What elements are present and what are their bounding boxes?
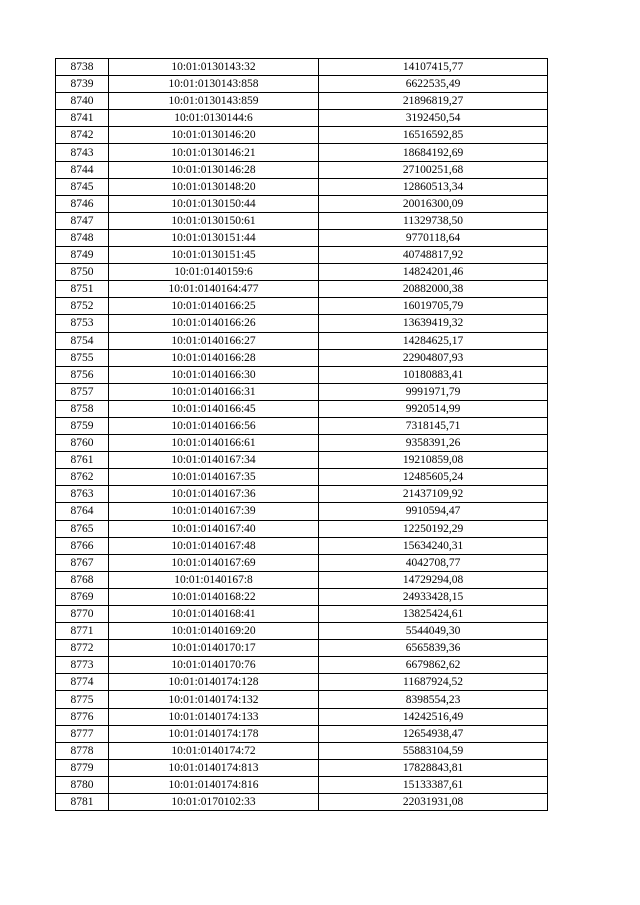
table-row <box>56 469 548 486</box>
table-row <box>56 59 548 76</box>
value-cell: 12860513,34 <box>319 178 548 195</box>
cadastral-number-cell: 10:01:0130151:44 <box>109 229 319 246</box>
row-number-cell: 8757 <box>56 383 109 400</box>
cadastral-number-cell: 10:01:0140167:48 <box>109 537 319 554</box>
table-row <box>56 93 548 110</box>
cadastral-number-cell: 10:01:0140166:27 <box>109 332 319 349</box>
value-cell: 18684192,69 <box>319 144 548 161</box>
row-number-cell: 8743 <box>56 144 109 161</box>
row-number-cell: 8754 <box>56 332 109 349</box>
cadastral-number-cell: 10:01:0140174:128 <box>109 674 319 691</box>
value-cell: 17828843,81 <box>319 759 548 776</box>
cadastral-number-cell: 10:01:0140167:35 <box>109 469 319 486</box>
value-cell: 15133387,61 <box>319 776 548 793</box>
value-cell: 6565839,36 <box>319 640 548 657</box>
value-cell: 9770118,64 <box>319 229 548 246</box>
table-row <box>56 691 548 708</box>
table-row <box>56 332 548 349</box>
value-cell: 15634240,31 <box>319 537 548 554</box>
table-row <box>56 708 548 725</box>
row-number-cell: 8759 <box>56 417 109 434</box>
table-row <box>56 623 548 640</box>
cadastral-number-cell: 10:01:0140167:69 <box>109 554 319 571</box>
value-cell: 14824201,46 <box>319 264 548 281</box>
table-row <box>56 606 548 623</box>
table-row <box>56 161 548 178</box>
table-row <box>56 742 548 759</box>
row-number-cell: 8738 <box>56 59 109 76</box>
document-page <box>55 58 547 811</box>
value-cell: 19210859,08 <box>319 452 548 469</box>
value-cell: 4042708,77 <box>319 554 548 571</box>
cadastral-number-cell: 10:01:0140159:6 <box>109 264 319 281</box>
value-cell: 22031931,08 <box>319 794 548 811</box>
row-number-cell: 8770 <box>56 606 109 623</box>
row-number-cell: 8745 <box>56 178 109 195</box>
table-row <box>56 178 548 195</box>
row-number-cell: 8775 <box>56 691 109 708</box>
value-cell: 3192450,54 <box>319 110 548 127</box>
cadastral-number-cell: 10:01:0130143:859 <box>109 93 319 110</box>
value-cell: 24933428,15 <box>319 588 548 605</box>
row-number-cell: 8746 <box>56 195 109 212</box>
value-cell: 13825424,61 <box>319 606 548 623</box>
table-row <box>56 110 548 127</box>
table-row <box>56 229 548 246</box>
table-row <box>56 383 548 400</box>
cadastral-number-cell: 10:01:0140166:30 <box>109 366 319 383</box>
row-number-cell: 8753 <box>56 315 109 332</box>
row-number-cell: 8778 <box>56 742 109 759</box>
row-number-cell: 8752 <box>56 298 109 315</box>
cadastral-number-cell: 10:01:0140174:816 <box>109 776 319 793</box>
row-number-cell: 8767 <box>56 554 109 571</box>
cadastral-number-cell: 10:01:0140166:26 <box>109 315 319 332</box>
row-number-cell: 8764 <box>56 503 109 520</box>
cadastral-number-cell: 10:01:0130146:28 <box>109 161 319 178</box>
value-cell: 12654938,47 <box>319 725 548 742</box>
table-row <box>56 588 548 605</box>
cadastral-number-cell: 10:01:0130146:21 <box>109 144 319 161</box>
row-number-cell: 8741 <box>56 110 109 127</box>
value-cell: 6679862,62 <box>319 657 548 674</box>
row-number-cell: 8777 <box>56 725 109 742</box>
cadastral-number-cell: 10:01:0130150:44 <box>109 195 319 212</box>
row-number-cell: 8772 <box>56 640 109 657</box>
value-cell: 20016300,09 <box>319 195 548 212</box>
table-row <box>56 640 548 657</box>
cadastral-number-cell: 10:01:0140168:22 <box>109 588 319 605</box>
value-cell: 9920514,99 <box>319 400 548 417</box>
table-row <box>56 195 548 212</box>
cadastral-number-cell: 10:01:0130148:20 <box>109 178 319 195</box>
value-cell: 9358391,26 <box>319 435 548 452</box>
value-cell: 13639419,32 <box>319 315 548 332</box>
row-number-cell: 8748 <box>56 229 109 246</box>
row-number-cell: 8744 <box>56 161 109 178</box>
value-cell: 9991971,79 <box>319 383 548 400</box>
cadastral-number-cell: 10:01:0140174:178 <box>109 725 319 742</box>
row-number-cell: 8755 <box>56 349 109 366</box>
row-number-cell: 8768 <box>56 571 109 588</box>
cadastral-number-cell: 10:01:0140166:56 <box>109 417 319 434</box>
table-row <box>56 212 548 229</box>
cadastral-number-cell: 10:01:0130151:45 <box>109 247 319 264</box>
row-number-cell: 8763 <box>56 486 109 503</box>
value-cell: 14729294,08 <box>319 571 548 588</box>
row-number-cell: 8779 <box>56 759 109 776</box>
table-row <box>56 127 548 144</box>
table-row <box>56 417 548 434</box>
row-number-cell: 8747 <box>56 212 109 229</box>
cadastral-number-cell: 10:01:0140174:133 <box>109 708 319 725</box>
cadastral-number-cell: 10:01:0140166:31 <box>109 383 319 400</box>
cadastral-number-cell: 10:01:0130150:61 <box>109 212 319 229</box>
row-number-cell: 8739 <box>56 76 109 93</box>
row-number-cell: 8749 <box>56 247 109 264</box>
table-row <box>56 247 548 264</box>
table-row <box>56 486 548 503</box>
cadastral-number-cell: 10:01:0140169:20 <box>109 623 319 640</box>
row-number-cell: 8740 <box>56 93 109 110</box>
cadastral-number-cell: 10:01:0140166:61 <box>109 435 319 452</box>
cadastral-number-cell: 10:01:0140166:28 <box>109 349 319 366</box>
value-cell: 9910594,47 <box>319 503 548 520</box>
row-number-cell: 8773 <box>56 657 109 674</box>
row-number-cell: 8758 <box>56 400 109 417</box>
table-row <box>56 144 548 161</box>
table-row <box>56 298 548 315</box>
row-number-cell: 8760 <box>56 435 109 452</box>
value-cell: 14107415,77 <box>319 59 548 76</box>
row-number-cell: 8781 <box>56 794 109 811</box>
table-row <box>56 571 548 588</box>
value-cell: 22904807,93 <box>319 349 548 366</box>
value-cell: 40748817,92 <box>319 247 548 264</box>
table-row <box>56 554 548 571</box>
row-number-cell: 8774 <box>56 674 109 691</box>
table-row <box>56 520 548 537</box>
cadastral-number-cell: 10:01:0140170:17 <box>109 640 319 657</box>
row-number-cell: 8751 <box>56 281 109 298</box>
table-row <box>56 366 548 383</box>
cadastral-number-cell: 10:01:0130143:858 <box>109 76 319 93</box>
table-body <box>56 59 548 811</box>
value-cell: 16516592,85 <box>319 127 548 144</box>
table-row <box>56 503 548 520</box>
value-cell: 7318145,71 <box>319 417 548 434</box>
value-cell: 6622535,49 <box>319 76 548 93</box>
value-cell: 12485605,24 <box>319 469 548 486</box>
row-number-cell: 8742 <box>56 127 109 144</box>
table-row <box>56 349 548 366</box>
cadastral-number-cell: 10:01:0140167:36 <box>109 486 319 503</box>
table-row <box>56 76 548 93</box>
cadastral-number-cell: 10:01:0140167:40 <box>109 520 319 537</box>
row-number-cell: 8762 <box>56 469 109 486</box>
cadastral-number-cell: 10:01:0130146:20 <box>109 127 319 144</box>
table-row <box>56 435 548 452</box>
table-row <box>56 759 548 776</box>
row-number-cell: 8769 <box>56 588 109 605</box>
row-number-cell: 8780 <box>56 776 109 793</box>
row-number-cell: 8750 <box>56 264 109 281</box>
row-number-cell: 8761 <box>56 452 109 469</box>
row-number-cell: 8771 <box>56 623 109 640</box>
cadastral-number-cell: 10:01:0140167:39 <box>109 503 319 520</box>
cadastral-number-cell: 10:01:0140167:8 <box>109 571 319 588</box>
value-cell: 21896819,27 <box>319 93 548 110</box>
cadastral-number-cell: 10:01:0140167:34 <box>109 452 319 469</box>
table-row <box>56 657 548 674</box>
row-number-cell: 8776 <box>56 708 109 725</box>
cadastral-number-cell: 10:01:0140174:72 <box>109 742 319 759</box>
cadastral-number-cell: 10:01:0140174:813 <box>109 759 319 776</box>
table-row <box>56 452 548 469</box>
value-cell: 10180883,41 <box>319 366 548 383</box>
value-cell: 8398554,23 <box>319 691 548 708</box>
table-row <box>56 537 548 554</box>
cadastral-number-cell: 10:01:0130143:32 <box>109 59 319 76</box>
table-row <box>56 674 548 691</box>
row-number-cell: 8756 <box>56 366 109 383</box>
value-cell: 20882000,38 <box>319 281 548 298</box>
table-row <box>56 400 548 417</box>
cadastral-number-cell: 10:01:0140170:76 <box>109 657 319 674</box>
row-number-cell: 8765 <box>56 520 109 537</box>
cadastral-number-cell: 10:01:0140168:41 <box>109 606 319 623</box>
value-cell: 5544049,30 <box>319 623 548 640</box>
value-cell: 14284625,17 <box>319 332 548 349</box>
value-cell: 55883104,59 <box>319 742 548 759</box>
table-row <box>56 281 548 298</box>
value-cell: 27100251,68 <box>319 161 548 178</box>
value-cell: 11687924,52 <box>319 674 548 691</box>
cadastral-number-cell: 10:01:0140166:45 <box>109 400 319 417</box>
cadastral-number-cell: 10:01:0140166:25 <box>109 298 319 315</box>
cadastral-number-cell: 10:01:0140164:477 <box>109 281 319 298</box>
table-row <box>56 264 548 281</box>
cadastral-number-cell: 10:01:0130144:6 <box>109 110 319 127</box>
value-cell: 21437109,92 <box>319 486 548 503</box>
table-row <box>56 794 548 811</box>
row-number-cell: 8766 <box>56 537 109 554</box>
cadastral-value-table <box>55 58 548 811</box>
table-row <box>56 776 548 793</box>
value-cell: 14242516,49 <box>319 708 548 725</box>
cadastral-number-cell: 10:01:0170102:33 <box>109 794 319 811</box>
value-cell: 16019705,79 <box>319 298 548 315</box>
value-cell: 12250192,29 <box>319 520 548 537</box>
table-row <box>56 725 548 742</box>
cadastral-number-cell: 10:01:0140174:132 <box>109 691 319 708</box>
table-row <box>56 315 548 332</box>
value-cell: 11329738,50 <box>319 212 548 229</box>
